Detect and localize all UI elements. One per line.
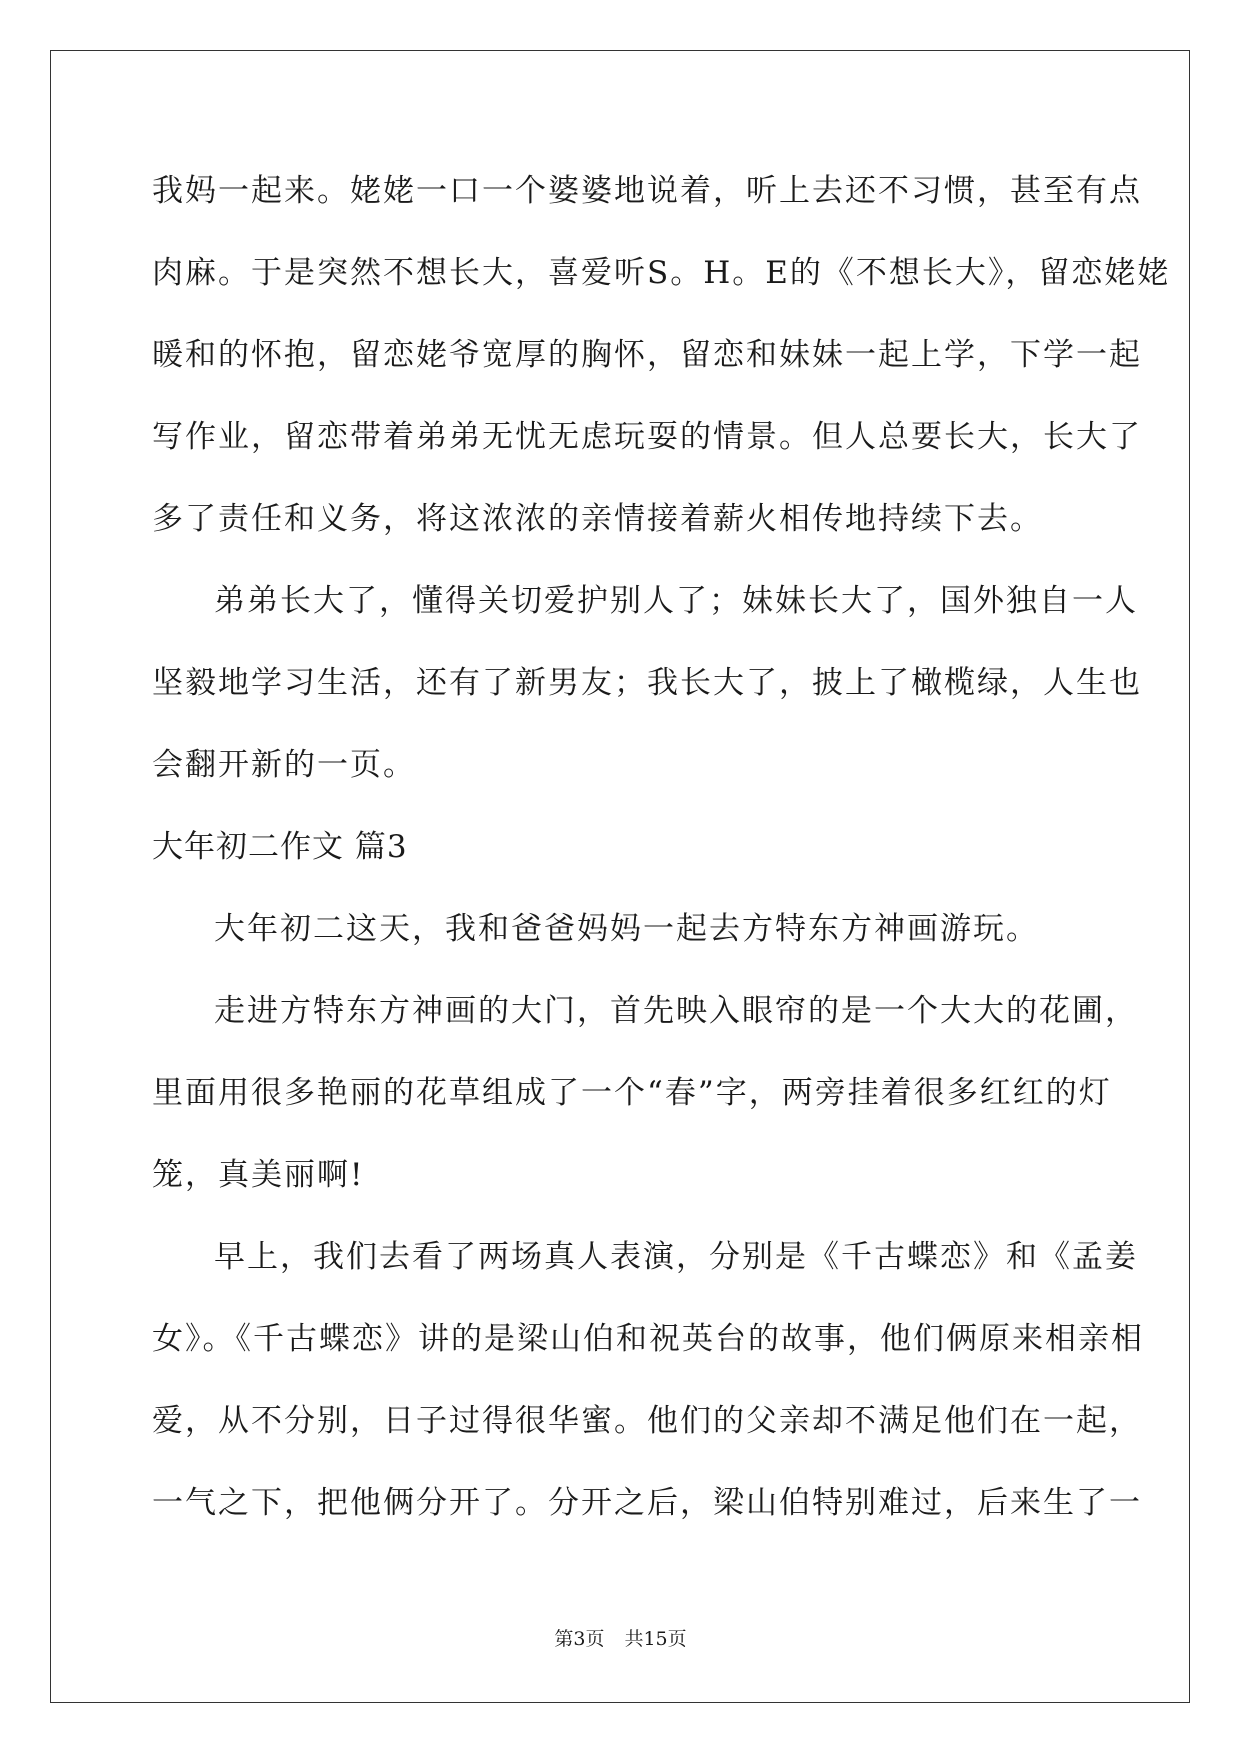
text-line: 暖和的怀抱，留恋姥爷宽厚的胸怀，留恋和妹妹一起上学，下学一起 [152, 337, 1142, 373]
paragraph-start-line: 弟弟长大了，懂得关切爱护别人了；妹妹长大了，国外独自一人 [214, 583, 1138, 619]
paragraph-start-line: 走进方特东方神画的大门，首先映入眼帘的是一个大大的花圃， [214, 993, 1138, 1029]
text-line: 笼，真美丽啊! [152, 1157, 365, 1193]
text-line: 多了责任和义务，将这浓浓的亲情接着薪火相传地持续下去。 [152, 501, 1043, 537]
document-body [152, 163, 1171, 1557]
text-line: 坚毅地学习生活，还有了新男友；我长大了，披上了橄榄绿，人生也 [152, 665, 1142, 701]
text-line: 爱，从不分别，日子过得很华蜜。他们的父亲却不满足他们在一起， [152, 1403, 1142, 1439]
text-line: 女》。《千古蝶恋》讲的是梁山伯和祝英台的故事，他们俩原来相亲相 [152, 1321, 1144, 1357]
section-heading: 大年初二作文 篇3 [152, 829, 408, 865]
paragraph-start-line: 大年初二这天，我和爸爸妈妈一起去方特东方神画游玩。 [214, 911, 1039, 947]
text-line: 我妈一起来。姥姥一口一个婆婆地说着，听上去还不习惯，甚至有点 [152, 173, 1142, 209]
text-line: 写作业，留恋带着弟弟无忧无虑玩耍的情景。但人总要长大，长大了 [152, 419, 1142, 455]
text-line: 会翻开新的一页。 [152, 747, 416, 783]
paragraph-start-line: 早上，我们去看了两场真人表演，分别是《千古蝶恋》和《孟姜 [214, 1239, 1138, 1275]
text-line: 里面用很多艳丽的花草组成了一个“春”字，两旁挂着很多红红的灯 [152, 1075, 1112, 1111]
page-total: 共15页 [624, 1628, 687, 1650]
page-number: 第3页 [554, 1628, 605, 1650]
text-line: 一气之下，把他俩分开了。分开之后，梁山伯特别难过，后来生了一 [152, 1485, 1142, 1521]
text-line: 肉麻。于是突然不想长大，喜爱听S。H。E的《不想长大》，留恋姥姥 [152, 255, 1171, 291]
page-footer [0, 1627, 1241, 1651]
